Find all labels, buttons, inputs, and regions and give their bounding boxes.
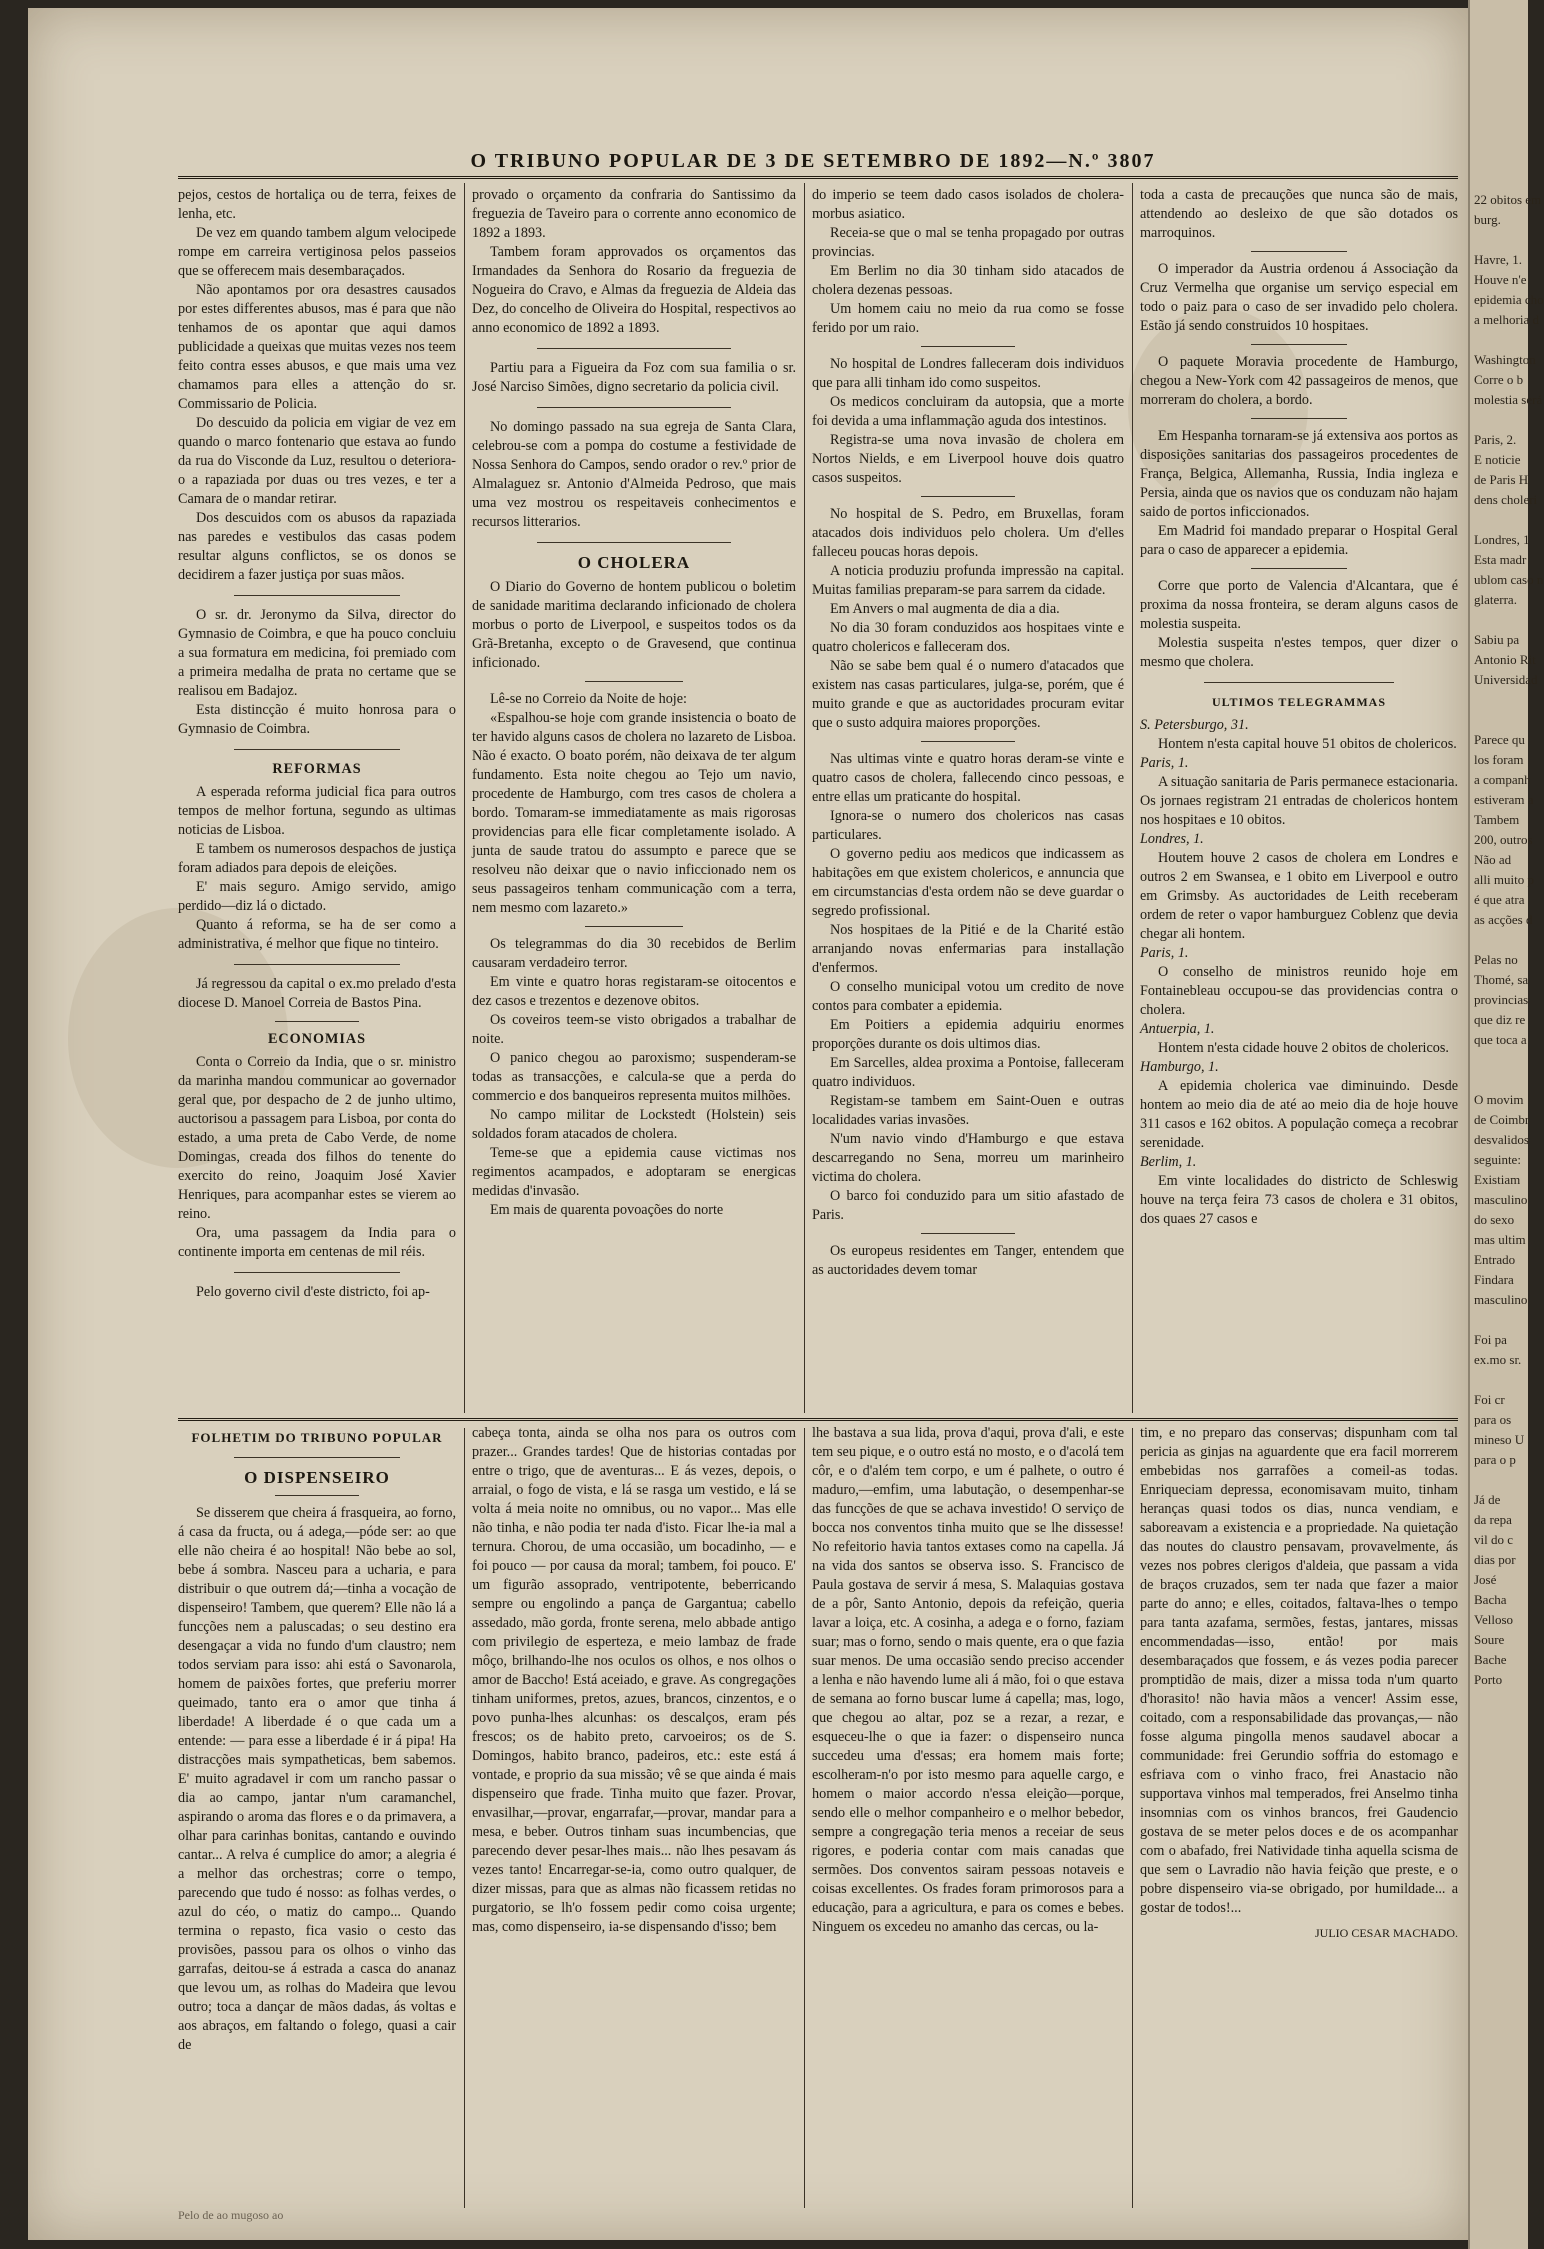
- dateline: Paris, 1.: [1140, 945, 1189, 961]
- adjacent-page-line: Bache: [1474, 1652, 1507, 1667]
- paragraph: E tambem os numerosos despachos de justiça foram adiados para depois de eleições.: [178, 841, 456, 876]
- section-heading: ULTIMOS TELEGRAMMAS: [1211, 695, 1387, 709]
- paragraph: Receia-se que o mal se tenha propagado por outras provincias.: [812, 225, 1124, 260]
- paragraph: Em mais de quarenta povoações do norte: [490, 1202, 724, 1218]
- paragraph: tim, e no preparo das conservas; dispunham com tal pericia as ginjas na aguardente que era facil morrerem embebidas nos garrafões a comeil-as todas. Enriqueciam depressa, economisavam muito, tinham heranças quasi todos os dias, nunca vendiam, e saboreavam a existencia e a propriedade. Na quietação das noutes do claustro pensavam, provavelmente, ás vezes nos pobres clerigos d'aldeia, que passam a vida de braços cruzados, sem ter nada que fazer a maior parte do anno; e elles, coitados, faltava-lhes o tempo para tanta azafama, sermões, festas, jantares, missas encommendadas—isso, então! por mais desembaraçados que fossem, e ás vezes podia parecer promptidão de mais, dizer a missa toda n'um quarto d'horasito! não havia mãos a vencer! Assim esse, coitado, com a responsabilidade das provanças,— não fosse alguma pingolla menos saudavel abocar a communidade: frei Gerundio soffria do estomago e esfriava com o vinho fraco, frei Anastacio não supportava vinhos mal temperados, frei Anselmo tinha insomnias com os vinhos brancos, frei Gaudencio gostava de se meter pelos doces e de os acompanhar com o abafado, frei Natividade tinha aquella scisma de que sem o Lavradio não havia feição que preste, e o pobre dispenseiro via-se obrigado, por humildade... a gostar de todos!...: [1140, 1425, 1458, 1916]
- adjacent-page-line: a companh: [1474, 772, 1531, 787]
- paragraph: do imperio se teem dado casos isolados de cholera-morbus asiatico.: [812, 187, 1124, 222]
- paragraph: N'um navio vindo d'Hamburgo e que estava descarregando no Sena, morreu um marinheiro victima do cholera.: [812, 1131, 1124, 1185]
- adjacent-page-line: que diz re: [1474, 1012, 1526, 1027]
- author-signature: JULIO CESAR MACHADO.: [1314, 1926, 1458, 1940]
- adjacent-page-line: [1474, 230, 1528, 250]
- adjacent-page-line: [1474, 930, 1528, 950]
- adjacent-page-line: [1474, 610, 1528, 630]
- separator: [921, 741, 1015, 742]
- section-heading: O CHOLERA: [577, 553, 691, 572]
- adjacent-page-line: [1474, 1470, 1528, 1490]
- adjacent-page-line: burg.: [1474, 212, 1501, 227]
- paragraph: Partiu para a Figueira da Foz com sua familia o sr. José Narciso Simões, digno secretario da policia civil.: [472, 360, 796, 395]
- adjacent-page-line: Não ad: [1474, 852, 1512, 867]
- adjacent-page-line: Pelas no: [1474, 952, 1518, 967]
- separator: [275, 1495, 358, 1496]
- paragraph: Já regressou da capital o ex.mo prelado d'esta diocese D. Manoel Correia de Bastos Pina.: [178, 976, 456, 1011]
- folhetim-column-4: [1140, 1424, 1458, 1943]
- adjacent-page-line: 22 obitos em: [1474, 192, 1542, 207]
- adjacent-page-line: vil do c: [1474, 1532, 1513, 1547]
- section-heading: REFORMAS: [272, 761, 362, 777]
- adjacent-page-line: Foi cr: [1474, 1392, 1505, 1407]
- dateline: Antuerpia, 1.: [1140, 1021, 1215, 1037]
- separator: [234, 595, 401, 596]
- adjacent-page-line: ex.mo sr.: [1474, 1352, 1522, 1367]
- paragraph: Os telegrammas do dia 30 recebidos de Berlim causaram verdadeiro terror.: [472, 936, 796, 971]
- adjacent-page-line: Corre o b: [1474, 372, 1524, 387]
- column-rule: [464, 1428, 465, 2208]
- adjacent-page-line: Antonio Rit: [1474, 652, 1536, 667]
- adjacent-page-edge: [1468, 0, 1544, 2249]
- column-rule: [804, 1428, 805, 2208]
- column-1: [178, 186, 456, 1302]
- bleed-through-text: Pelo de ao mugoso ao: [178, 2208, 284, 2222]
- adjacent-page-line: do sexo: [1474, 1212, 1515, 1227]
- paragraph: Registam-se tambem em Saint-Ouen e outras localidades varias invasões.: [812, 1093, 1124, 1128]
- paragraph: Esta distincção é muito honrosa para o Gymnasio de Coimbra.: [178, 702, 456, 737]
- adjacent-page-text: [1470, 0, 1544, 1690]
- separator: [234, 749, 401, 750]
- paragraph: Em Anvers o mal augmenta de dia a dia.: [830, 601, 1060, 617]
- adjacent-page-line: seguinte:: [1474, 1152, 1521, 1167]
- adjacent-page-line: para o p: [1474, 1452, 1516, 1467]
- column-rule: [1132, 1428, 1133, 2208]
- adjacent-page-line: [1474, 710, 1528, 730]
- adjacent-page-line: as acções d: [1474, 912, 1533, 927]
- adjacent-page-line: dias por: [1474, 1552, 1516, 1567]
- dateline: S. Petersburgo, 31.: [1140, 717, 1249, 733]
- paragraph: Corre que porto de Valencia d'Alcantara, que é proxima da nossa fronteira, se deram alguns casos de molestia suspeita.: [1140, 578, 1458, 632]
- paragraph: Em Hespanha tornaram-se já extensiva aos portos as disposições sanitarias dos passageiros procedentes de França, Belgica, Allemanha, Russia, India ingleza e Persia, ainda que os navios que os conduzam não hajam saido de portos inficcionados.: [1140, 428, 1458, 520]
- adjacent-page-line: Sabiu pa: [1474, 632, 1520, 647]
- paragraph: O barco foi conduzido para um sitio afastado de Paris.: [812, 1188, 1124, 1223]
- adjacent-page-line: Porto: [1474, 1672, 1503, 1687]
- adjacent-page-line: E noticie: [1474, 452, 1521, 467]
- paragraph: toda a casta de precauções que nunca são de mais, attendendo ao desleixo de que são dotados os marroquinos.: [1140, 187, 1458, 241]
- adjacent-page-line: masculino: [1474, 1292, 1528, 1307]
- adjacent-page-line: mineso U: [1474, 1432, 1525, 1447]
- adjacent-page-line: Esta madr: [1474, 552, 1527, 567]
- separator: [234, 964, 401, 965]
- adjacent-page-line: epidemia cho: [1474, 292, 1544, 307]
- column-2: [472, 186, 796, 1220]
- adjacent-page-line: [1474, 690, 1528, 710]
- paragraph: Não apontamos por ora desastres causados por estes differentes abusos, mas é para que não tenhamos de os apontar que aqui damos publicidade a queixas que muitas vezes nos teem feito contra esses abusos, e que mais uma vez chamamos para elles a attenção do sr. Commissario de Policia.: [178, 282, 456, 412]
- paragraph: A epidemia cholerica vae diminuindo. Desde hontem ao meio dia de até ao meio dia de hoje houve 311 casos e 162 obitos. A população começa a recobrar serenidade.: [1140, 1078, 1458, 1151]
- column-rule: [804, 183, 805, 1413]
- adjacent-page-line: [1474, 510, 1528, 530]
- adjacent-page-line: provincias: [1474, 992, 1529, 1007]
- paragraph: Em Berlim no dia 30 tinham sido atacados de cholera dezenas pessoas.: [812, 263, 1124, 298]
- separator: [585, 926, 682, 927]
- adjacent-page-line: a melhoria d: [1474, 312, 1539, 327]
- separator: [921, 346, 1015, 347]
- adjacent-page-line: 200, outros: [1474, 832, 1533, 847]
- adjacent-page-line: O movim: [1474, 1092, 1524, 1107]
- adjacent-page-line: Londres, 1: [1474, 532, 1530, 547]
- adjacent-page-line: Thomé, sa: [1474, 972, 1529, 987]
- column-rule: [1132, 183, 1133, 1413]
- separator: [1251, 251, 1346, 252]
- adjacent-page-line: que toca a: [1474, 1032, 1527, 1047]
- separator: [234, 1272, 401, 1273]
- adjacent-page-line: da repa: [1474, 1512, 1512, 1527]
- adjacent-page-line: Washington: [1474, 352, 1536, 367]
- paragraph: O paquete Moravia procedente de Hamburgo, chegou a New-York com 42 passageiros de menos, que morreram do cholera, a bordo.: [1140, 354, 1458, 408]
- folhetim-column-1: [178, 1424, 456, 2055]
- adjacent-page-line: José: [1474, 1572, 1497, 1587]
- paragraph: A situação sanitaria de Paris permanece estacionaria. Os jornaes registram 21 entradas de cholericos hontem nos hospitaes e 10 obitos.: [1140, 774, 1458, 828]
- separator: [275, 1021, 358, 1022]
- separator: [1251, 344, 1346, 345]
- top-rule: [178, 176, 1458, 179]
- paragraph: Hontem n'esta capital houve 51 obitos de cholericos.: [1158, 736, 1457, 752]
- paragraph: A noticia produziu profunda impressão na capital. Muitas familias preparam-se para sarrem da cidade.: [812, 563, 1124, 598]
- adjacent-page-line: [1474, 1370, 1528, 1390]
- paragraph: Molestia suspeita n'estes tempos, quer dizer o mesmo que cholera.: [1140, 635, 1458, 670]
- column-3: [812, 186, 1124, 1280]
- paragraph: O imperador da Austria ordenou á Associação da Cruz Vermelha que organise um serviço especial em todo o paiz para o caso de ser invadido pelo cholera. Estão já sendo construidos 10 hospitaes.: [1140, 261, 1458, 334]
- folhetim-column-2: [472, 1424, 796, 1937]
- paragraph: «Espalhou-se hoje com grande insistencia o boato de ter havido alguns casos de cholera no lazareto de Lisboa. Não é exacto. O boato porém, não deixava de ter algum fundamento. Esta noite chegou ao Tejo um navio, procedente de Hamburgo, com tres casos de cholera a bordo. Tomaram-se immediatamente as mais rigorosas providencias para elle ficar completamente isolado. A junta de saude tratou do assumpto e parece que se resolveu não deixar que o navio inficcionado nem os seus passageiros tenham communicação com a terra, nem mesmo com lazareto.»: [472, 710, 796, 916]
- paragraph: Ora, uma passagem da India para o continente importa em centenas de mil réis.: [178, 1225, 456, 1260]
- paragraph: Teme-se que a epidemia cause victimas nos regimentos acampados, e adoptaram se energicas medidas d'invasão.: [472, 1145, 796, 1199]
- section-heading: ECONOMIAS: [267, 1031, 367, 1047]
- adjacent-page-line: glaterra.: [1474, 592, 1517, 607]
- adjacent-page-line: masculino: [1474, 1192, 1528, 1207]
- paragraph: pejos, cestos de hortaliça ou de terra, feixes de lenha, etc.: [178, 187, 456, 222]
- paragraph: Dos descuidos com os abusos da rapaziada nas paredes e vestibulos das casas podem resultar alguns conflictos, se os donos se decidirem a fazer justiça por suas mãos.: [178, 510, 456, 583]
- adjacent-page-line: [1474, 330, 1528, 350]
- paragraph: O conselho de ministros reunido hoje em Fontainebleau occupou-se das providencias contra o cholera.: [1140, 964, 1458, 1018]
- paragraph: De vez em quando tambem algum velocipede rompe em carreira vertiginosa pelos passeios que se offerecem mais desembaraçados.: [178, 225, 456, 279]
- adjacent-page-line: Tambem: [1474, 812, 1520, 827]
- adjacent-page-line: [1474, 1050, 1528, 1070]
- paragraph: O sr. dr. Jeronymo da Silva, director do Gymnasio de Coimbra, e que ha pouco concluiu a sua formatura em medicina, foi premiado com a primeira medalha de prata no certame que se realisou em Badajoz.: [178, 607, 456, 699]
- adjacent-page-line: de Coimbr: [1474, 1112, 1530, 1127]
- separator: [1204, 682, 1395, 683]
- paragraph: cabeça tonta, ainda se olha nos para os outros com prazer... Grandes tardes! Que de historias contadas por entre o trigo, que de aventuras... E ás vezes, depois, o arraial, o fogo de vista, e lá se rasga um vestido, e lá se volta á meia noite no omnibus, ou no vapor... Mas elle não tinha, e não podia ter nada d'isto. Ficar lhe-ia mal a ternura. Chorou, de uma occasião, um bocadinho, — e foi pouco — por causa da moral; tambem, foi pouco. E' um figurão assoprado, ventripotente, beberricando sempre ou engolindo a pança de Gargantua; cabello assedado, mão gorda, fronte serena, melo abbade antigo com privilegio de esperteza, e meio lambaz de frade môço, brilhando-lhe nos oculos os olhos, e nos olhos o amor de Baccho! Está aceiado, e grave. As congregações tinham uniformes, pretos, azues, brancos, cinzentos, e o povo punha-lhes alcunhas: os descalços, eram pés frescos; os de habito preto, carvoeiros; os de S. Domingos, habito branco, padeiros, etc.: este está á vontade, e proprio da sua missão; vê se que ainda é mais dispenseiro que frade. Tinha muito que fazer. Provar, envasilhar,—provar, engarrafar,—provar, mandar para a mesa, e beber. Outros tinham suas incumbencias, que parecendo dever pesar-lhes mais... não lhes pesavam ás vezes tanto! Encarregar-se-ia, como outro qualquer, de dizer missas, para que as almas não ficassem retidas no purgatorio, se lh'o fossem pedir como coisa urgente; mas, como dispenseiro, ia-se dispensando d'isso; bem: [472, 1425, 796, 1935]
- separator: [1251, 568, 1346, 569]
- adjacent-page-line: [1474, 410, 1528, 430]
- paragraph: Os europeus residentes em Tanger, entendem que as auctoridades devem tomar: [812, 1243, 1124, 1278]
- adjacent-page-line: [1474, 1310, 1528, 1330]
- folhetim-column-3: [812, 1424, 1124, 1937]
- adjacent-page-line: é que atra: [1474, 892, 1525, 907]
- paragraph: Nas ultimas vinte e quatro horas deram-se vinte e quatro casos de cholera, fallecendo cinco pessoas, e entre ellas um praticante do hospital.: [812, 751, 1124, 805]
- paragraph: Se disserem que cheira á frasqueira, ao forno, á casa da fructa, ou á adega,—póde ser: ao que elle não cheira é ao hospital! Não bebe ao sol, bebe á sombra. Nasceu para a ucharia, e para distribuir o que outrem dá;—tinha a vocação de dispenseiro! Tambem, que querem? Elle não lá a funcções nem a paluscadas; o seu destino era desengaçar a vida no fundo d'um claustro; nem todos serviam para isso: ahi está o Savonarola, homem de paixões fortes, que preferiu morrer queimado, tanto era o amor que tinha á liberdade! A liberdade é o que cada um a entende: — para esse a liberdade é ir á pipa! Ha distracções mais sympatheticas, bem sabemos. E' muito agradavel ir com um rancho passar o dia ao campo, jantar n'um caramanchel, aspirando o aroma das flores e o da primavera, a olhar para carinhas bonitas, cantando e ouvindo cantar... A relva é cumplice do amor; a alegria é a melhor das orchestras; corre o tempo, parecendo que tudo é nosso: as folhas verdes, o azul do céo, o matiz do campo... Quando termina o repasto, fica vasio o cesto das provisões, passou para os olhos o vinho das garrafas, deitou-se á estrada a casca do ananaz que levou um, as rolhas do Madeira que levou outro; toca a dançar de mãos dadas, ás voltas e aos abraços, em faltando o folego, quasi a cair de: [178, 1505, 456, 2053]
- separator: [537, 407, 731, 408]
- paragraph: O panico chegou ao paroxismo; suspenderam-se todas as transacções, e calcula-se que a perda do commercio e dos banqueiros representa muitos milhões.: [472, 1050, 796, 1104]
- paragraph: Os medicos concluiram da autopsia, que a morte foi devida a uma inflammação aguda dos intestinos.: [812, 394, 1124, 429]
- adjacent-page-line: los foram: [1474, 752, 1524, 767]
- adjacent-page-line: Bacha: [1474, 1592, 1507, 1607]
- masthead: O TRIBUNO POPULAR DE 3 DE SETEMBRO DE 1892—N.º 3807: [470, 150, 1156, 172]
- dateline: Berlim, 1.: [1140, 1154, 1197, 1170]
- adjacent-page-line: Soure: [1474, 1632, 1505, 1647]
- adjacent-page-line: Existiam: [1474, 1172, 1521, 1187]
- separator: [1251, 418, 1346, 419]
- paragraph: Registra-se uma nova invasão de cholera em Nortos Nields, e em Liverpool houve dois quatro casos suspeitos.: [812, 432, 1124, 486]
- paragraph: No campo militar de Lockstedt (Holstein) seis soldados foram atacados de cholera.: [472, 1107, 796, 1142]
- adjacent-page-line: [1474, 1070, 1528, 1090]
- adjacent-page-line: Havre, 1.: [1474, 252, 1523, 267]
- separator: [537, 348, 731, 349]
- paragraph: provado o orçamento da confraria do Santissimo da freguezia de Taveiro para o corrente anno economico de 1892 a 1893.: [472, 187, 796, 241]
- column-4: [1140, 186, 1458, 1229]
- paragraph: No domingo passado na sua egreja de Santa Clara, celebrou-se com a pompa do costume a festividade de Nossa Senhora do Campos, sendo orador o rev.º prior de Almalaguez sr. Antonio d'Almeida Pedroso, que mais uma vez mostrou os respeitaveis conhecimentos e recursos litterarios.: [472, 419, 796, 530]
- adjacent-page-line: molestia será: [1474, 392, 1543, 407]
- column-rule: [464, 183, 465, 1413]
- paragraph: No dia 30 foram conduzidos aos hospitaes vinte e quatro cholericos e falleceram dos.: [812, 620, 1124, 655]
- paragraph: Conta o Correio da India, que o sr. ministro da marinha mandou communicar ao governador geral que, por despacho de 2 de junho ultimo, auctorisou a passagem para Lisboa, por conta do estado, a uma preta de Cabo Verde, de nome Domingas, creada dos filhos do tenente do exercito do reino, Joaquim José Xavier Henriques, para acompanhar estes se vierem ao reino.: [178, 1054, 456, 1222]
- paragraph: Quanto á reforma, se ha de ser como a administrativa, é melhor que fique no tinteiro.: [178, 917, 456, 952]
- adjacent-page-line: estiveram a: [1474, 792, 1534, 807]
- separator: [537, 542, 731, 543]
- paragraph: O conselho municipal votou um credito de nove contos para combater a epidemia.: [812, 979, 1124, 1014]
- paragraph: Um homem caiu no meio da rua como se fosse ferido por um raio.: [812, 301, 1124, 336]
- paragraph: E' mais seguro. Amigo servido, amigo perdido—diz lá o dictado.: [178, 879, 456, 914]
- separator: [921, 496, 1015, 497]
- adjacent-page-line: Parece qu: [1474, 732, 1525, 747]
- paragraph: Em Sarcelles, aldea proxima a Pontoise, falleceram quatro individuos.: [812, 1055, 1124, 1090]
- paragraph: lhe bastava a sua lida, prova d'aqui, prova d'ali, e este tem seu pique, e o outro está no mosto, e o d'acolá tem côr, e o d'além tem corpo, e um é palhete, o outro é maduro,—emfim, uma labutação, o desempenhar-se das funcções de que se achava investido! O serviço de bocca nos conventos tinha muito que se lhe dissesse! No refeitorio havia tantos extases como na capella. Já na vida dos santos se observa isso. S. Francisco de Paula gostava de servir á mesa, S. Malaquias gostava de a pôr, Santo Antonio, depois da refeição, queria lavar a loiça, etc. A cosinha, a adega e o forno, faziam suar; mas o forno, sendo o mais quente, era o que fazia suar menos. De uma occasião sendo preciso accender a lenha e não havendo lume ali á mão, foi o que estava de semana ao forno buscar lume á capella; mas, logo, que chegou ao altar, poz se a rezar, a rezar, e esqueceu-lhe o que ia fazer: o dispenseiro nunca succedeu uma d'essas; era homem mais forte; escolheram-n'o por isto mesmo para aquelle cargo, e homem o maior accordo n'essa eleição—porque, sendo elle o melhor companheiro e o melhor bebedor, sempre a congregação teria menos a receiar de seus rigores, e poderia contar com mais canadas que sermões. Dos conventos sairam pessoas notaveis e coisas excellentes. Os frades foram primorosos para a educação, para a agricultura, e para os comes e bebes. Ninguem os excedeu no amanho das cercas, ou la-: [812, 1425, 1124, 1935]
- folhetim-header: FOLHETIM DO TRIBUNO POPULAR: [191, 1430, 443, 1445]
- paragraph: Em Madrid foi mandado preparar o Hospital Geral para o caso de apparecer a epidemia.: [1140, 523, 1458, 558]
- paragraph: Houtem houve 2 casos de cholera em Londres e outros 2 em Swansea, e 1 obito em Liverpool e outro em Grimsby. As auctoridades de Leith receberam ordem de reter o vapor hamburguez Coblenz que devia chegar ali hontem.: [1140, 850, 1458, 942]
- paragraph: A esperada reforma judicial fica para outros tempos de melhor fortuna, segundo as ultimas noticias de Lisboa.: [178, 784, 456, 838]
- adjacent-page-line: Já de: [1474, 1492, 1501, 1507]
- dateline: Hamburgo, 1.: [1140, 1059, 1219, 1075]
- dateline: Paris, 1.: [1140, 755, 1189, 771]
- adjacent-page-line: desvalidos: [1474, 1132, 1529, 1147]
- paragraph: Lê-se no Correio da Noite de hoje:: [490, 691, 687, 707]
- paragraph: Em vinte localidades do districto de Schleswig houve na terça feira 73 casos de cholera e 31 obitos, dos quaes 27 casos e: [1140, 1173, 1458, 1227]
- adjacent-page-line: Findara: [1474, 1272, 1514, 1287]
- separator: [234, 1457, 401, 1458]
- adjacent-page-line: Entrado: [1474, 1252, 1516, 1267]
- separator: [585, 681, 682, 682]
- adjacent-page-line: ublom caso n: [1474, 572, 1544, 587]
- adjacent-page-line: Universidad: [1474, 672, 1538, 687]
- paragraph: Hontem n'esta cidade houve 2 obitos de cholericos.: [1158, 1040, 1449, 1056]
- separator: [921, 1233, 1015, 1234]
- adjacent-page-line: para os: [1474, 1412, 1512, 1427]
- paragraph: Pelo governo civil d'este districto, foi ap-: [196, 1284, 430, 1300]
- paragraph: No hospital de S. Pedro, em Bruxellas, foram atacados dois individuos pelo cholera. Um d'elles falleceu poucas horas depois.: [812, 506, 1124, 560]
- paragraph: Ignora-se o numero dos cholericos nas casas particulares.: [812, 808, 1124, 843]
- paragraph: Tambem foram approvados os orçamentos das Irmandades da Senhora do Rosario da freguezia de Nogueira do Cravo, e Almas da freguezia de Aldeia das Dez, do concelho de Oliveira do Hospital, respectivos ao anno economico de 1892 a 1893.: [472, 244, 796, 336]
- adjacent-page-line: dens cholerі: [1474, 492, 1538, 507]
- paragraph: Do descuido da policia em vigiar de vez em quando o marco fontenario que estava ao fundo da rua do Visconde da Luz, resultou o deteriora-o a rapaziada por duas ou tres vezes, e ter a Camara de o mandar retirar.: [178, 415, 456, 507]
- folhetim-title: O DISPENSEIRO: [244, 1468, 390, 1487]
- paragraph: O governo pediu aos medicos que indicassem as habitações em que existem cholericos, e annuncia que em circumstancias d'esta ordem não se deve guardar o segredo profissional.: [812, 846, 1124, 919]
- adjacent-page-line: mas ultim: [1474, 1232, 1526, 1247]
- paragraph: No hospital de Londres falleceram dois individuos que para alli tinham ido como suspeitos.: [812, 356, 1124, 391]
- paragraph: O Diario do Governo de hontem publicou o boletim de sanidade maritima declarando inficionado de cholera morbus o porto de Liverpool, e suspeitos todos os da Grã-Bretanha, excepto o de Gravesend, que continua inficionado.: [472, 579, 796, 671]
- adjacent-page-line: Paris, 2.: [1474, 432, 1517, 447]
- paragraph: Nos hospitaes de la Pitié e de la Charité estão arranjando novas enfermarias para installação d'enfermos.: [812, 922, 1124, 976]
- paragraph: Não se sabe bem qual é o numero d'atacados que existem nas casas particulares, julga-se, porém, que é muito grande e que as auctoridades procuram evitar que o susto adquira maiores proporções.: [812, 658, 1124, 731]
- paragraph: Em vinte e quatro horas registaram-se oitocentos e dez casos e trezentos e dezenove obitos.: [472, 974, 796, 1009]
- folhetim-rule: [178, 1418, 1458, 1421]
- adjacent-page-line: Houve n'e: [1474, 272, 1527, 287]
- paragraph: Em Poitiers a epidemia adquiriu enormes proporções durante os dois ultimos dias.: [812, 1017, 1124, 1052]
- newspaper-page: [28, 8, 1468, 2240]
- adjacent-page-line: de Paris H: [1474, 472, 1529, 487]
- dateline: Londres, 1.: [1140, 831, 1204, 847]
- paragraph: Os coveiros teem-se visto obrigados a trabalhar de noite.: [472, 1012, 796, 1047]
- adjacent-page-line: Velloso: [1474, 1612, 1513, 1627]
- adjacent-page-line: alli muito p: [1474, 872, 1534, 887]
- adjacent-page-line: Foi pa: [1474, 1332, 1507, 1347]
